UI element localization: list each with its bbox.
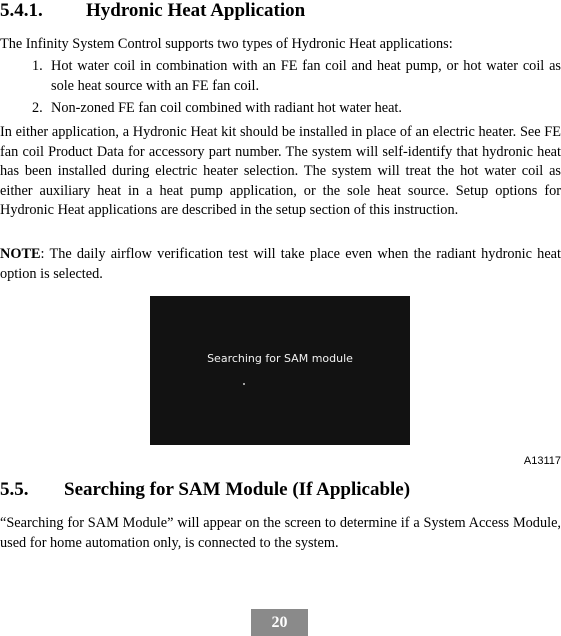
list-marker: 2.: [32, 100, 43, 116]
section-5-4-1-heading: [0, 0, 305, 22]
application-list-item-1: [0, 57, 561, 96]
intro-paragraph: The Infinity System Control supports two types of Hydronic Heat applications:: [0, 36, 453, 52]
list-item-text: Non-zoned FE fan coil combined with radiant hot water heat.: [51, 100, 402, 116]
loading-dot: [243, 383, 245, 385]
list-item-text: Hot water coil in combination with an FE fan coil and heat pump, or hot water coil as sole heat source with an FE fan coil.: [51, 58, 561, 94]
section-number: 5.5.: [0, 479, 29, 500]
section-number: 5.4.1.: [0, 0, 43, 21]
list-item: [0, 57, 561, 96]
figure-id: A13117: [523, 455, 561, 467]
section-title: Searching for SAM Module (If Applicable): [64, 479, 411, 500]
screen-message: Searching for SAM module: [207, 352, 353, 365]
section-title: Hydronic Heat Application: [86, 0, 306, 21]
section-5-5-heading: [0, 479, 410, 501]
note-paragraph: [0, 245, 561, 284]
application-list-item-2: [0, 99, 561, 119]
body-paragraph: In either application, a Hydronic Heat kit should be installed in place of an electric heater. See FE fan coil Product Data for accessory part number. The system will self-identify that hydronic heat has been installed during electric heater selection. The system will treat the hot water coil as either auxiliary heat in a heat pump application, or the sole heat source. Setup options for Hydronic Heat applications are described in the setup section of this instruction.: [0, 124, 561, 218]
sam-paragraph: “Searching for SAM Module” will appear on the screen to determine if a System Access Module, used for home automation only, is connected to the system.: [0, 515, 561, 551]
note-text: : The daily airflow verification test will take place even when the radiant hydronic heat option is selected.: [0, 246, 561, 282]
note-label: NOTE: [0, 246, 41, 262]
list-item: [0, 99, 561, 119]
page-number: 20: [251, 609, 308, 636]
thermostat-screen-image: [150, 296, 410, 445]
list-marker: 1.: [32, 58, 43, 74]
